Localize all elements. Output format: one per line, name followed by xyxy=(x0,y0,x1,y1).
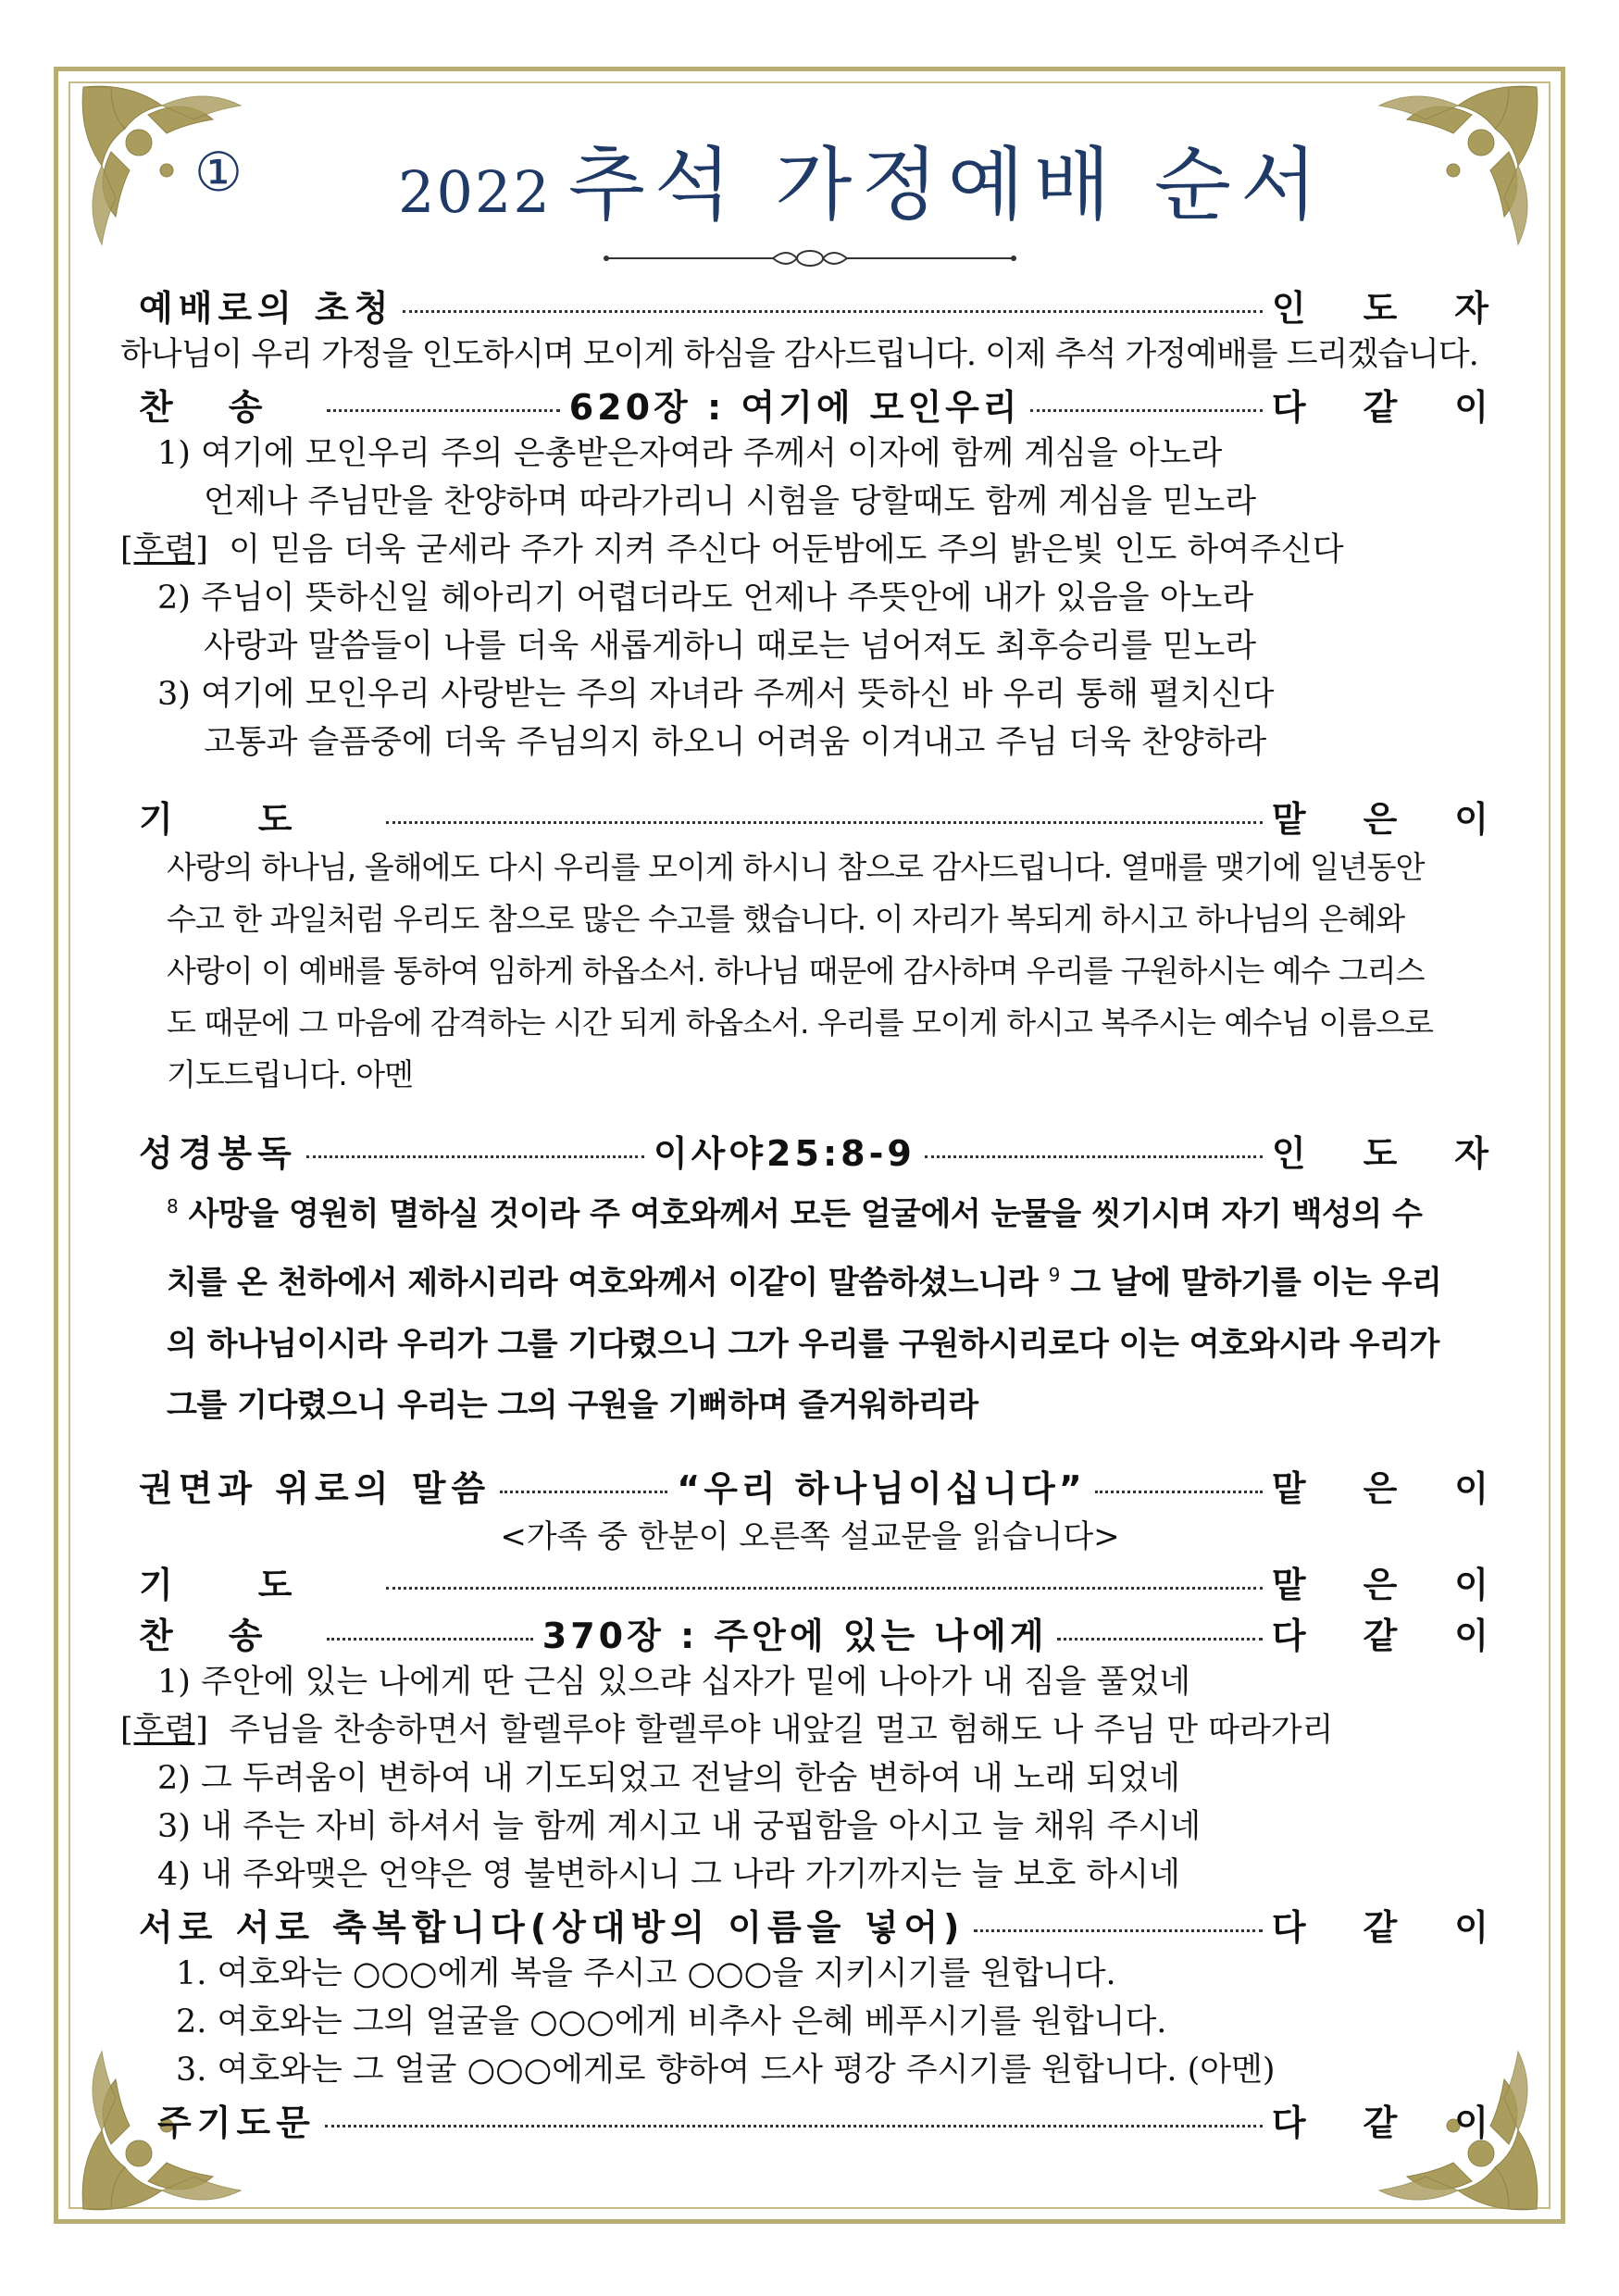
blessing-line: 3. 여호와는 그 얼굴 ○○○에게로 향하여 드사 평강 주시기를 원합니다. (아멘) xyxy=(176,2051,1276,2089)
hymn1-line: 고통과 슬픔중에 더욱 주님의지 하오니 어려움 이겨내고 주님 더욱 찬양하라 xyxy=(204,724,1267,761)
hymn1-line: 사랑과 말씀들이 나를 더욱 새롭게하니 때로는 넘어져도 최후승리를 믿노라 xyxy=(204,628,1257,665)
scripture-role: 인도자 xyxy=(1271,1133,1547,1174)
prayer2-label: 기도 xyxy=(139,1564,378,1605)
lords-prayer-role: 다같이 xyxy=(1271,2102,1546,2143)
hymn2-label: 찬송 xyxy=(139,1615,318,1656)
scripture-text xyxy=(167,1176,1444,1436)
leader-dots xyxy=(1030,409,1263,412)
hymn1-line: 이 믿음 더욱 굳세라 주가 지켜 주신다 어둔밤에도 주의 밝은빛 인도 하여주신다 xyxy=(229,531,1344,568)
sermon-title: “우리 하나님이십니다” xyxy=(677,1467,1086,1509)
leader-dots xyxy=(327,1638,532,1641)
blessing-label: 서로 서로 축복합니다(상대방의 이름을 넣어) xyxy=(139,1906,965,1948)
hymn2-title: 370장 : 주안에 있는 나에게 xyxy=(542,1615,1048,1656)
hymn1-line: 3) 여기에 모인우리 사랑받는 주의 자녀라 주께서 뜻하신 바 우리 통해 펼치신다 xyxy=(157,676,1275,713)
verse-9: 그 날에 말하기를 이는 우리의 하나님이시라 우리가 그를 기다렸으니 그가 우리를 구원하시리로다 이는 여호와시라 우리가 그를 기다렸으니 우리는 그의 구원을 기뻐하며 즐거워하리라 xyxy=(167,1264,1442,1424)
leader-dots xyxy=(403,310,1262,313)
verse-8: 사망을 영원히 멸하실 것이라 주 여호와께서 모든 얼굴에서 눈물을 씻기시며 자기 백성의 수치를 온 천하에서 제하시리라 여호와께서 이같이 말씀하셨느니라 xyxy=(167,1195,1423,1302)
leader-dots xyxy=(974,1929,1262,1932)
hymn1-line: 언제나 주님만을 찬양하며 따라가리니 시험을 당할때도 함께 계심을 믿노라 xyxy=(204,483,1257,520)
sermon-role: 맡은이 xyxy=(1271,1467,1546,1509)
leader-dots xyxy=(386,1587,1262,1590)
lords-prayer-label: 주기도문 xyxy=(157,2102,316,2143)
hymn1-role: 다같이 xyxy=(1271,387,1547,428)
prayer2-role: 맡은이 xyxy=(1271,1564,1546,1605)
title-year: 2022 xyxy=(398,158,552,226)
leader-dots xyxy=(925,1155,1263,1158)
hymn1-title: 620장 : 여기에 모인우리 xyxy=(568,387,1021,428)
page-number: ① xyxy=(194,141,243,204)
invitation-label: 예배로의 초청 xyxy=(139,288,394,329)
scripture-heading xyxy=(139,1125,1547,1176)
verse-number: 9 xyxy=(1048,1264,1060,1287)
leader-dots xyxy=(1057,1638,1263,1641)
prayer2-heading xyxy=(139,1556,1546,1607)
leader-dots xyxy=(327,409,559,412)
hymn1-line: 1) 여기에 모인우리 주의 은총받은자여라 주께서 이자에 함께 계심을 아노라 xyxy=(157,435,1223,472)
title-row xyxy=(120,120,1500,231)
hymn1-heading xyxy=(139,379,1547,430)
leader-dots xyxy=(500,1491,667,1493)
leader-dots xyxy=(386,821,1262,824)
hymn2-line: 4) 내 주와맺은 언약은 영 불변하시니 그 나라 가기까지는 늘 보호 하시네 xyxy=(157,1855,1180,1893)
leader-dots xyxy=(325,2125,1263,2128)
hymn2-line: 주님을 찬송하면서 할렐루야 할렐루야 내앞길 멀고 험해도 나 주님 만 따라가리 xyxy=(229,1711,1334,1749)
leader-dots xyxy=(1095,1491,1263,1493)
verse-number: 8 xyxy=(167,1195,179,1217)
sermon-heading xyxy=(139,1460,1546,1511)
hymn2-heading xyxy=(139,1607,1547,1658)
prayer1-label: 기도 xyxy=(139,799,378,840)
hymn1-refrain xyxy=(120,526,1500,574)
scripture-label: 성경봉독 xyxy=(139,1133,297,1174)
worship-order xyxy=(120,120,1547,2145)
hymn1-line: 2) 주님이 뜻하신일 헤아리기 어렵더라도 언제나 주뜻안에 내가 있음을 아노라 xyxy=(157,580,1254,617)
invitation-heading xyxy=(139,280,1546,331)
title-text: 추석 가정예배 순서 xyxy=(567,139,1327,231)
lords-prayer-heading xyxy=(157,2094,1546,2145)
sermon-label: 권면과 위로의 말씀 xyxy=(139,1467,492,1509)
title-divider-icon xyxy=(597,244,1023,272)
hymn2-line: 1) 주안에 있는 나에게 딴 근심 있으랴 십자가 밑에 나아가 내 짐을 풀었네 xyxy=(157,1663,1191,1701)
hymn2-line: 3) 내 주는 자비 하셔서 늘 함께 계시고 내 궁핍함을 아시고 늘 채워 주시네 xyxy=(157,1807,1202,1845)
blessing-role: 다같이 xyxy=(1271,1906,1546,1948)
refrain-tag: [후렴] xyxy=(120,531,208,568)
hymn2-line: 2) 그 두려움이 변하여 내 기도되었고 전날의 한숨 변하여 내 노래 되었네 xyxy=(157,1759,1180,1797)
scripture-reference: 이사야25:8-9 xyxy=(653,1133,915,1174)
invitation-text: 하나님이 우리 가정을 인도하시며 모이게 하심을 감사드립니다. 이제 추석 가정예배를 드리겠습니다. xyxy=(120,336,1478,373)
sermon-note: <가족 중 한분이 오른쪽 설교문을 읽습니다> xyxy=(500,1517,1120,1555)
blessing-line: 1. 여호와는 ○○○에게 복을 주시고 ○○○을 지키시기를 원합니다. xyxy=(176,1954,1116,1992)
prayer1-role: 맡은이 xyxy=(1271,799,1546,840)
prayer1-heading xyxy=(139,791,1546,842)
blessing-line: 2. 여호와는 그의 얼굴을 ○○○에게 비추사 은혜 베푸시기를 원합니다. xyxy=(176,2003,1167,2040)
invitation-role: 인도자 xyxy=(1271,288,1546,329)
refrain-tag: [후렴] xyxy=(120,1711,208,1749)
hymn1-label: 찬송 xyxy=(139,387,318,428)
leader-dots xyxy=(306,1155,644,1158)
prayer1-text: 사랑의 하나님, 올해에도 다시 우리를 모이게 하시니 참으로 감사드립니다. 열매를 맺기에 일년동안 수고 한 과일처럼 우리도 참으로 많은 수고를 했습니다. 이 자리가 복되게 하시고 하나님의 은혜와 사랑이 이 예배를 통하여 임하게 하옵소서. 하나님 때문에 감사하며 우리를 구원하시는 예수 그리스도 때문에 그 마음에 감격하는 시간 되게 하옵소서. 우리를 모이게 하시고 복주시는 예수님 이름으로 기도드립니다. 아멘 xyxy=(167,849,1433,1092)
page-title xyxy=(398,120,1326,235)
hymn2-role: 다같이 xyxy=(1271,1615,1547,1656)
blessing-heading xyxy=(139,1899,1546,1950)
hymn2-refrain xyxy=(120,1706,1500,1754)
